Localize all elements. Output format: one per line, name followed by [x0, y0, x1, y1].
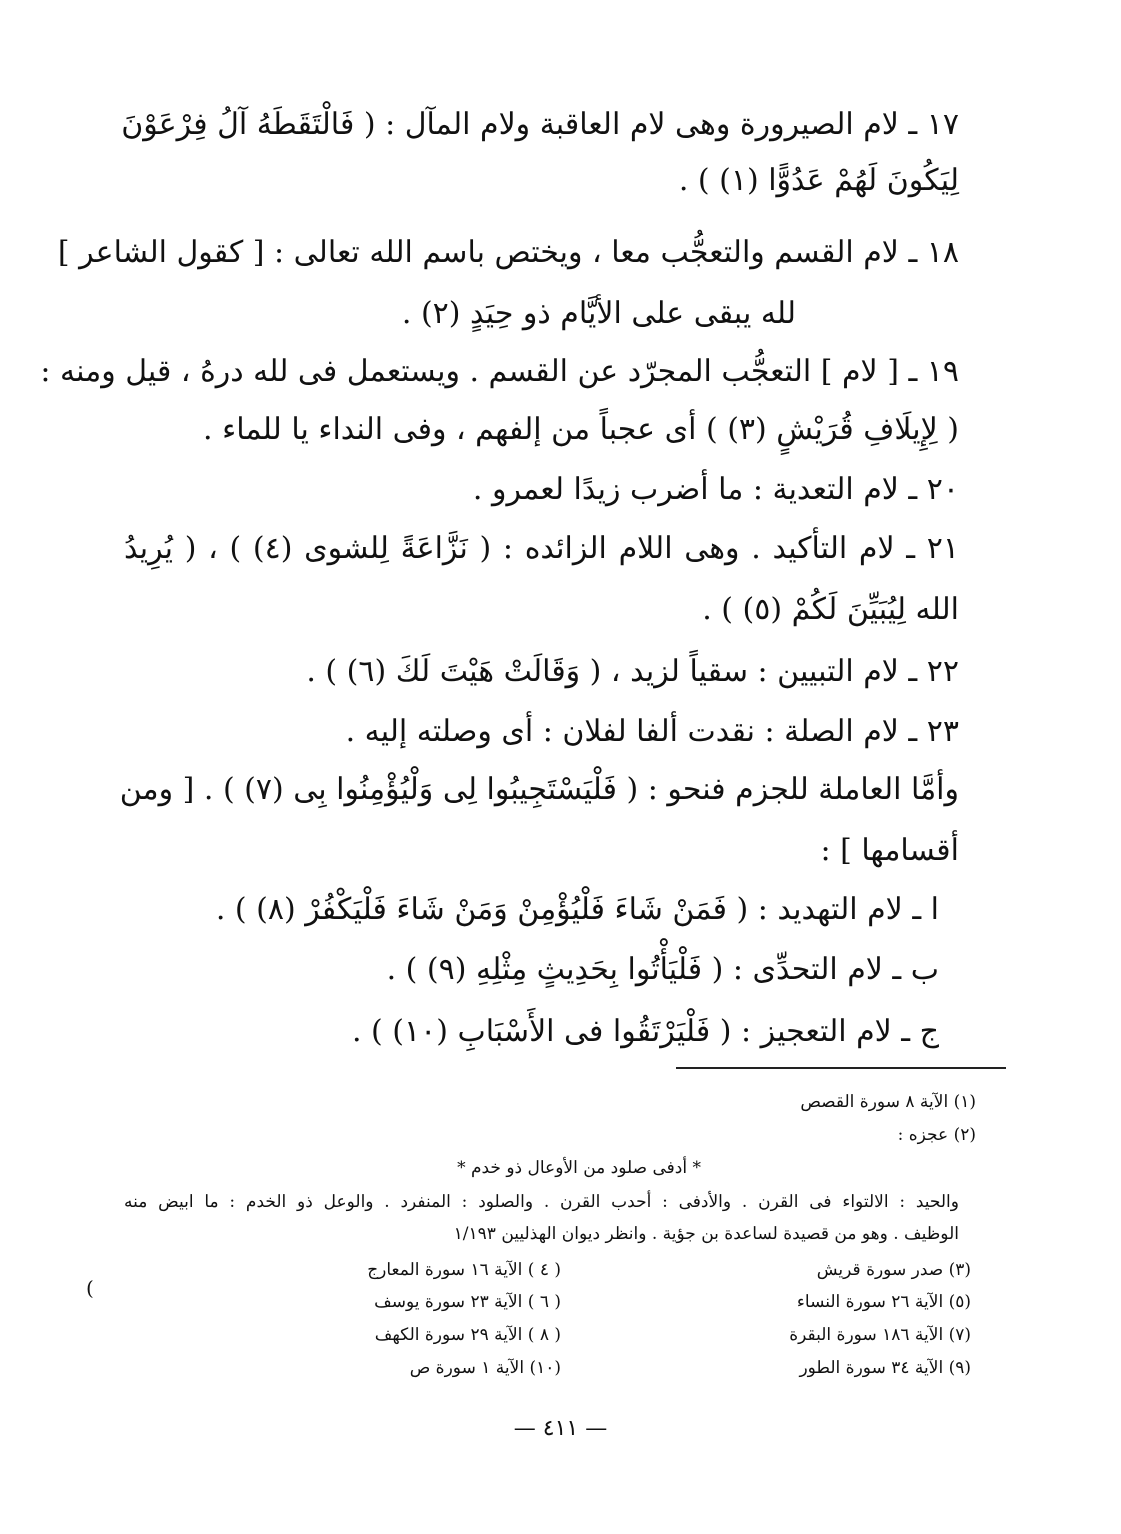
footnote-4: ( ٤ ) الآية ١٦ سورة المعارج: [367, 1260, 561, 1280]
text-line-17b: لِيَكُونَ لَهُمْ عَدُوًّا (١) ) .: [678, 163, 959, 198]
footnote-2: (٢) عجزه :: [897, 1125, 976, 1145]
text-line-21b: الله لِيُبَيِّنَ لَكُمْ (٥) ) .: [702, 592, 959, 627]
footnote-10: (١٠) الآية ١ سورة ص: [409, 1358, 561, 1378]
page-number: — ٤١١ —: [513, 1416, 608, 1441]
footnote-5: (٥) الآية ٢٦ سورة النساء: [796, 1292, 971, 1312]
footnote-7: (٧) الآية ١٨٦ سورة البقرة: [789, 1325, 971, 1345]
text-line-18a: ١٨ ـ لام القسم والتعجُّب معا ، ويختص باسم الله تعالى : [ كقول الشاعر ]: [57, 235, 959, 270]
footnote-separator: [676, 1067, 1006, 1069]
text-line-21a: ٢١ ـ لام التأكيد . وهى اللام الزائده : ( نَزَّاعَةً لِلشوى (٤) ) ، ( يُرِيدُ: [124, 531, 959, 566]
text-line-jazm-a: وأمَّا العاملة للجزم فنحو : ( فَلْيَسْتَجِيبُوا لِى وَلْيُؤْمِنُوا بِى (٧) ) . [ ومن: [119, 772, 959, 807]
footnote-explanation-a: والحيد : الالتواء فى القرن . والأدفى : أحدب القرن . والصلود : المنفرد . والوعل ذو الخدم : ما ابيض منه: [124, 1192, 959, 1212]
stray-mark: (: [86, 1276, 94, 1300]
text-line-alif: ا ـ لام التهديد : ( فَمَنْ شَاءَ فَلْيُؤْمِنْ وَمَنْ شَاءَ فَلْيَكْفُرْ (٨) ) .: [215, 892, 939, 927]
text-line-22: ٢٢ ـ لام التبيين : سقياً لزيد ، ( وَقَالَتْ هَيْتَ لَكَ (٦) ) .: [306, 654, 959, 689]
text-line-20: ٢٠ ـ لام التعدية : ما أضرب زيدًا لعمرو .: [472, 472, 959, 507]
text-line-17a: ١٧ ـ لام الصيرورة وهى لام العاقبة ولام المآل : ( فَالْتَقَطَهُ آلُ فِرْعَوْنَ: [121, 107, 959, 142]
footnote-3: (٣) صدر سورة قريش: [816, 1260, 971, 1280]
text-line-23: ٢٣ ـ لام الصلة : نقدت ألفا لفلان : أى وصلته إليه .: [345, 714, 959, 749]
verse-line-18: لله يبقى على الأيَّام ذو حِيَدٍ (٢) .: [401, 296, 796, 331]
footnote-9: (٩) الآية ٣٤ سورة الطور: [799, 1358, 971, 1378]
footnote-explanation-b: الوظيف . وهو من قصيدة لساعدة بن جؤية . وانظر ديوان الهذليين ١/١٩٣: [453, 1224, 959, 1244]
text-line-jazm-b: أقسامها ] :: [820, 833, 959, 868]
footnote-1: (١) الآية ٨ سورة القصص: [800, 1092, 976, 1112]
text-line-jim: ج ـ لام التعجيز : ( فَلْيَرْتَقُوا فى الأَسْبَابِ (١٠) ) .: [351, 1014, 939, 1049]
footnote-verse: * أدفى صلود من الأوعال ذو خدم *: [457, 1158, 701, 1178]
text-line-ba: ب ـ لام التحدِّى : ( فَلْيَأْتُوا بِحَدِيثٍ مِثْلِهِ (٩) ) .: [386, 952, 939, 987]
footnote-8: ( ٨ ) الآية ٢٩ سورة الكهف: [374, 1325, 561, 1345]
text-line-19b: ( لِإِيلَافِ قُرَيْشٍ (٣) ) أى عجباً من إلفهم ، وفى النداء يا للماء .: [203, 412, 959, 447]
text-line-19a: ١٩ ـ [ لام ] التعجُّب المجرّد عن القسم . ويستعمل فى لله درهُ ، قيل ومنه :: [40, 354, 959, 389]
footnote-6: ( ٦ ) الآية ٢٣ سورة يوسف: [374, 1292, 561, 1312]
